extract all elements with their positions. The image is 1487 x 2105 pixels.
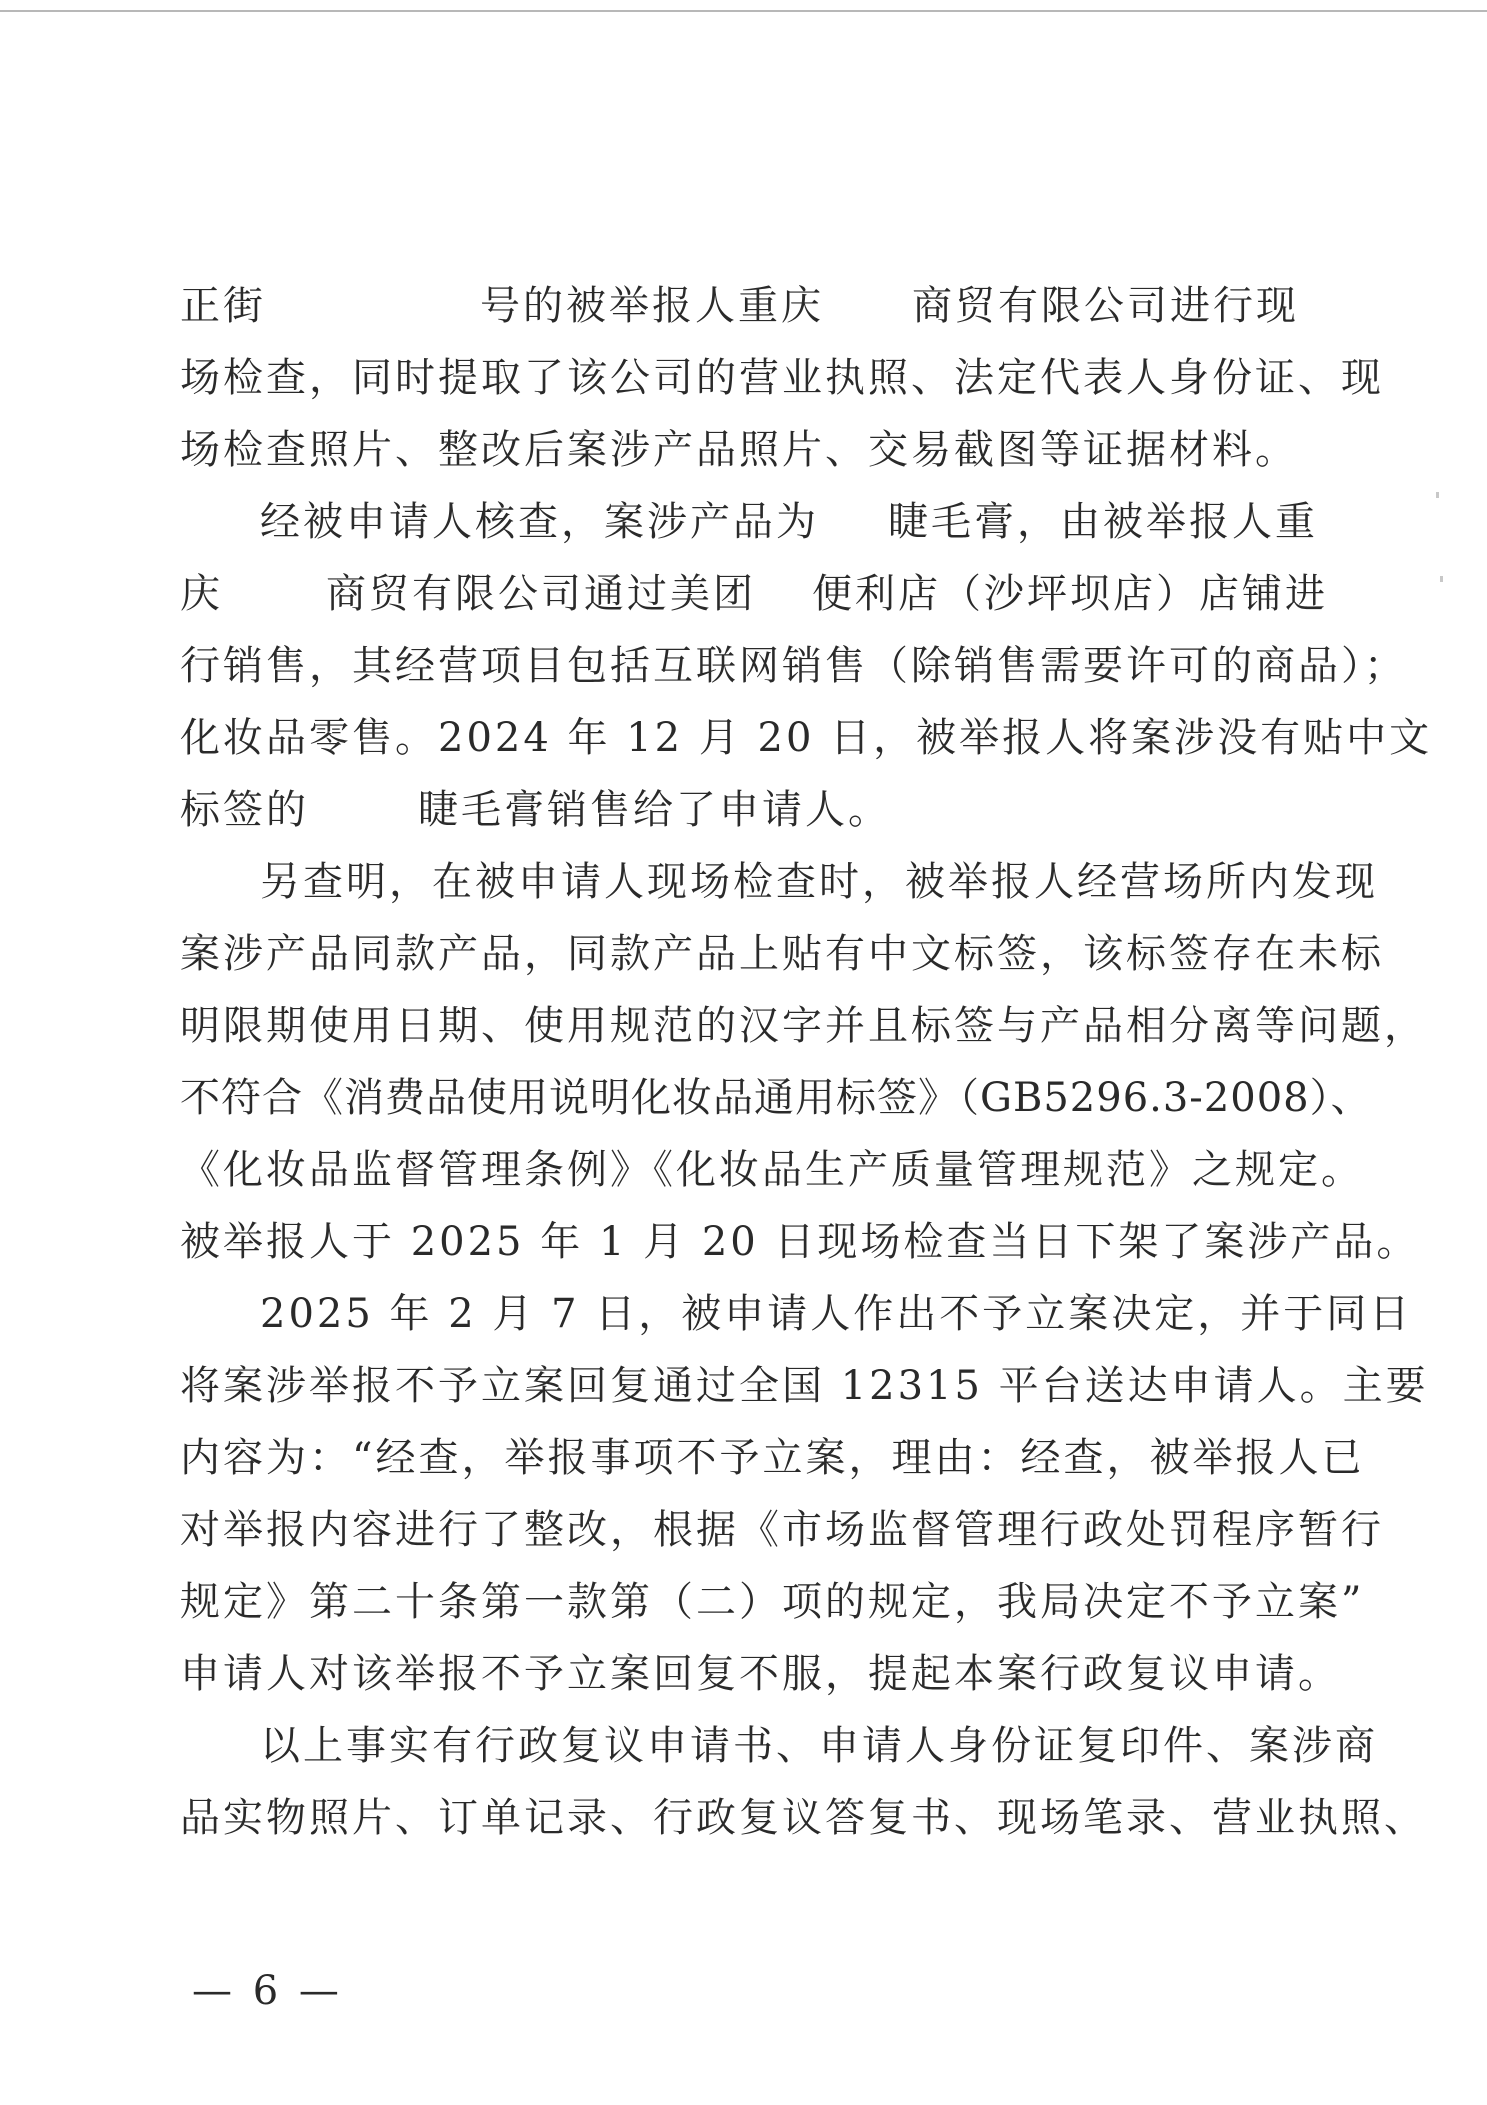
text-segment: 申请人对该举报不予立案回复不服，提起本案行政复议申请。 — [180, 1651, 1341, 1697]
text-segment: 被举报人于 2025 年 1 月 20 日现场检查当日下架了案涉产品。 — [180, 1219, 1420, 1265]
text-segment: 便利店（沙坪坝店）店铺进 — [812, 571, 1328, 617]
text-line — [180, 990, 1427, 1062]
text-segment: 行销售，其经营项目包括互联网销售（除销售需要许可的商品）； — [180, 643, 1407, 689]
text-segment: 案涉产品同款产品，同款产品上贴有中文标签，该标签存在未标 — [180, 931, 1384, 977]
text-line — [180, 270, 1299, 342]
text-line — [180, 1638, 1341, 1710]
text-segment: 明限期使用日期、使用规范的汉字并且标签与产品相分离等问题， — [180, 1003, 1427, 1049]
text-line — [180, 846, 1378, 918]
text-line — [180, 1062, 1372, 1134]
text-line — [180, 630, 1407, 702]
text-segment: 以上事实有行政复议申请书、申请人身份证复印件、案涉商 — [260, 1723, 1378, 1769]
text-segment: 不符合《消费品使用说明化妆品通用标签》（GB5296.3-2008）、 — [180, 1075, 1372, 1121]
text-segment: 化妆品零售。2024 年 12 月 20 日，被举报人将案涉没有贴中文 — [180, 715, 1433, 761]
text-line — [180, 1494, 1384, 1566]
text-segment: 商贸有限公司进行现 — [912, 283, 1299, 329]
scan-speck — [1440, 576, 1443, 582]
text-segment: 2025 年 2 月 7 日，被申请人作出不予立案决定，并于同日 — [260, 1291, 1413, 1337]
text-segment: 另查明，在被申请人现场检查时，被举报人经营场所内发现 — [260, 859, 1378, 905]
text-line — [180, 1206, 1420, 1278]
text-line — [180, 1710, 1378, 1782]
text-line — [180, 1350, 1429, 1422]
text-segment: 品实物照片、订单记录、行政复议答复书、现场笔录、营业执照、 — [180, 1795, 1427, 1841]
text-line — [180, 558, 1328, 630]
text-line — [180, 414, 1298, 486]
text-segment: 《化妆品监督管理条例》《化妆品生产质量管理规范》之规定。 — [180, 1147, 1364, 1193]
text-line — [180, 1782, 1427, 1854]
page-number: — 6 — — [192, 1968, 343, 2014]
text-line — [180, 1566, 1365, 1638]
text-line — [180, 702, 1433, 774]
text-segment: 商贸有限公司通过美团 — [326, 571, 756, 617]
text-line — [180, 774, 1280, 846]
text-segment: 场检查，同时提取了该公司的营业执照、法定代表人身份证、现 — [180, 355, 1384, 401]
text-segment: 睫毛膏销售给了申请人。 — [418, 787, 891, 833]
text-segment: 标签的 — [180, 787, 309, 833]
text-segment: 内容为：“经查，举报事项不予立案，理由：经查，被举报人已 — [180, 1435, 1365, 1481]
text-segment: 正街 — [180, 283, 266, 329]
text-line — [180, 918, 1384, 990]
text-line — [180, 1134, 1364, 1206]
scan-speck — [1436, 492, 1439, 498]
text-line — [180, 342, 1384, 414]
top-scan-edge — [0, 10, 1487, 12]
text-segment: 睫毛膏，由被举报人重 — [888, 499, 1318, 545]
text-segment: 场检查照片、整改后案涉产品照片、交易截图等证据材料。 — [180, 427, 1298, 473]
text-line — [180, 486, 1318, 558]
text-segment: 庆 — [180, 571, 223, 617]
text-segment: 规定》第二十条第一款第（二）项的规定，我局决定不予立案” — [180, 1579, 1365, 1625]
text-line — [180, 1278, 1413, 1350]
text-segment: 经被申请人核查，案涉产品为 — [260, 499, 819, 545]
text-segment: 对举报内容进行了整改，根据《市场监督管理行政处罚程序暂行 — [180, 1507, 1384, 1553]
text-line — [180, 1422, 1365, 1494]
body-text — [180, 270, 1433, 1854]
text-segment: 号的被举报人重庆 — [480, 283, 824, 329]
text-segment: 将案涉举报不予立案回复通过全国 12315 平台送达申请人。主要 — [180, 1363, 1429, 1409]
